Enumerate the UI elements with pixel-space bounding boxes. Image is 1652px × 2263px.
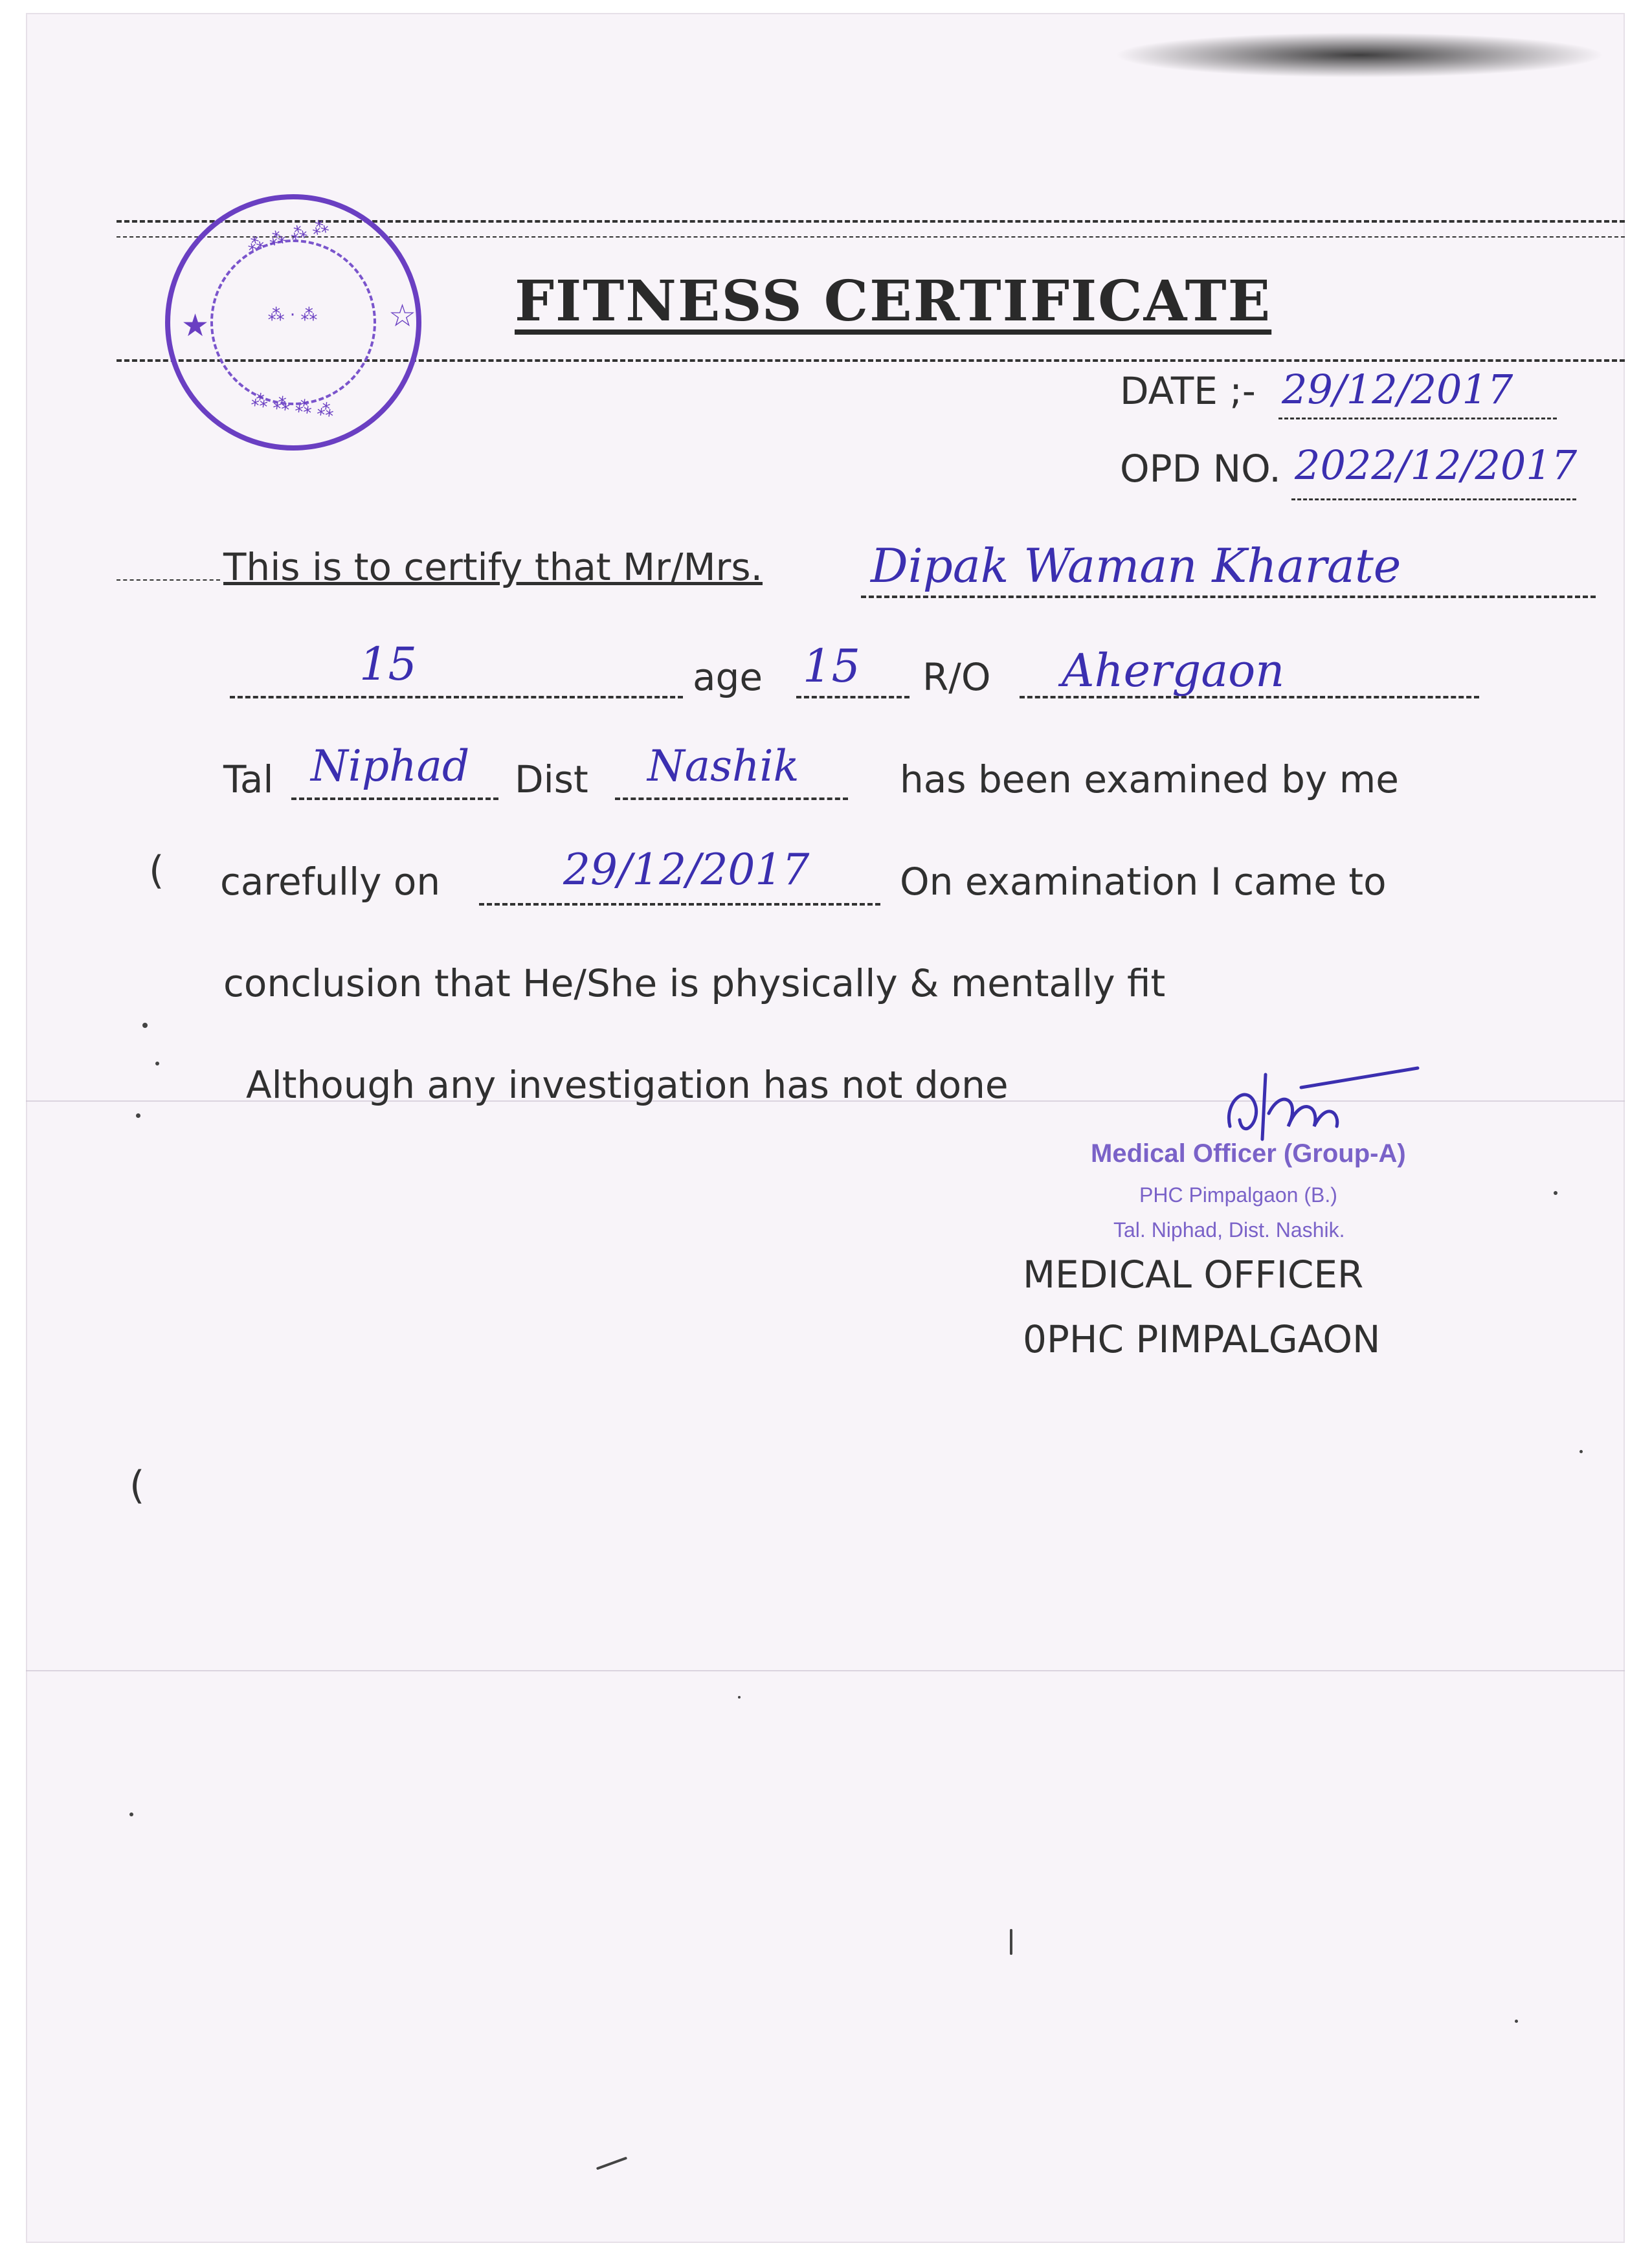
tal-underline xyxy=(291,797,498,800)
certificate-paper xyxy=(26,13,1625,2243)
stamp-title: Medical Officer (Group-A) xyxy=(1091,1139,1406,1168)
opd-underline xyxy=(1291,498,1576,500)
ro-label: R/O xyxy=(922,655,991,699)
officer-title: MEDICAL OFFICER xyxy=(1023,1253,1364,1297)
seal-mark-bottom: ⁂ ⁂ ⁂ ⁂ xyxy=(250,390,335,421)
dist-value: Nashik xyxy=(647,741,799,791)
toner-speck xyxy=(1579,1450,1583,1453)
pre-age-underline xyxy=(230,696,683,698)
examination-text: On examination I came to xyxy=(900,860,1387,904)
date-value: 29/12/2017 xyxy=(1282,366,1513,413)
examination-date-underline xyxy=(479,903,880,906)
examined-text: has been examined by me xyxy=(900,757,1399,801)
left-margin-rule xyxy=(117,579,220,581)
ro-underline xyxy=(1020,696,1479,698)
stamp-location: Tal. Niphad, Dist. Nashik. xyxy=(1113,1218,1345,1242)
toner-speck xyxy=(1515,2020,1518,2023)
toner-speck xyxy=(1554,1191,1557,1195)
toner-speck xyxy=(596,2157,627,2170)
examination-date: 29/12/2017 xyxy=(563,845,810,895)
dist-label: Dist xyxy=(515,757,588,801)
tal-value: Niphad xyxy=(311,741,470,791)
seal-star-icon: ☆ xyxy=(388,298,417,334)
page-title: FITNESS CERTIFICATE xyxy=(515,269,1272,334)
seal-star-icon: ★ xyxy=(181,307,210,344)
pre-age-value: 15 xyxy=(359,638,418,691)
opd-label: OPD NO. xyxy=(1120,447,1281,491)
opd-value: 2022/12/2017 xyxy=(1295,441,1578,489)
dist-underline xyxy=(615,797,848,800)
fold-line xyxy=(26,1670,1625,1671)
margin-mark: ( xyxy=(149,848,164,893)
age-label: age xyxy=(693,655,763,699)
age-value: 15 xyxy=(803,640,861,693)
date-label: DATE ;- xyxy=(1120,369,1256,413)
tal-label: Tal xyxy=(223,757,274,801)
margin-mark: ( xyxy=(129,1463,145,1508)
name-underline xyxy=(861,596,1596,598)
toner-speck xyxy=(155,1062,159,1065)
ro-value: Ahergaon xyxy=(1062,644,1285,697)
stamp-center: PHC Pimpalgaon (B.) xyxy=(1139,1183,1337,1207)
toner-speck xyxy=(738,1696,741,1699)
toner-speck xyxy=(136,1113,140,1118)
toner-speck xyxy=(1010,1929,1012,1955)
certify-text: This is to certify that Mr/Mrs. xyxy=(223,545,763,589)
investigation-text: Although any investigation has not done xyxy=(246,1063,1009,1107)
date-underline xyxy=(1278,418,1557,419)
age-underline xyxy=(796,696,910,698)
toner-speck xyxy=(142,1023,148,1028)
conclusion-text: conclusion that He/She is physically & mentally fit xyxy=(223,961,1166,1005)
toner-smudge xyxy=(1113,32,1605,78)
officer-center: 0PHC PIMPALGAON xyxy=(1023,1317,1381,1361)
carefully-on-text: carefully on xyxy=(220,860,441,904)
seal-mark-top: ⁂ ⁂ ⁂ ⁂ xyxy=(245,216,331,256)
person-name: Dipak Waman Kharate xyxy=(871,539,1401,593)
toner-speck xyxy=(129,1812,133,1816)
seal-mark-center: ⁂ · ⁂ xyxy=(267,306,318,325)
